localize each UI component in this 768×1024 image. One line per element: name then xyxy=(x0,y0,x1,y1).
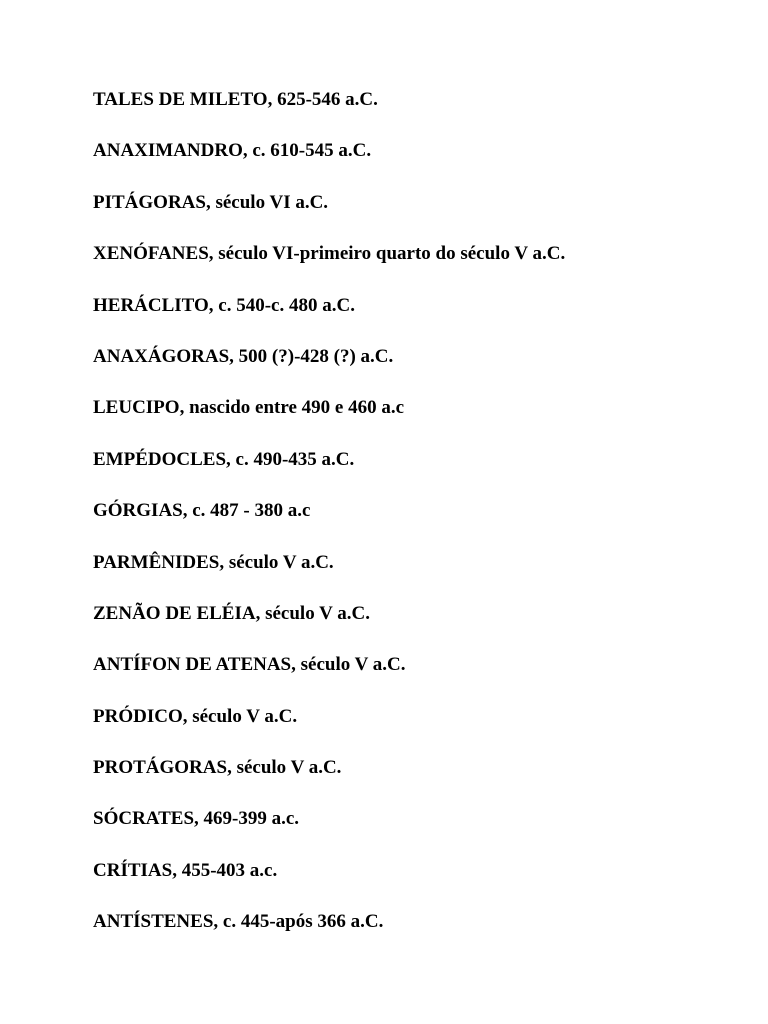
list-item-antifon: ANTÍFON DE ATENAS, século V a.C. xyxy=(93,654,406,676)
list-item-heraclito: HERÁCLITO, c. 540-c. 480 a.C. xyxy=(93,294,355,316)
list-item-protagoras: PROTÁGORAS, século V a.C. xyxy=(93,757,342,779)
list-item-anaximandro: ANAXIMANDRO, c. 610-545 a.C. xyxy=(93,140,372,162)
list-item-gorgias: GÓRGIAS, c. 487 - 380 a.c xyxy=(93,500,311,522)
list-item-antistenes: ANTÍSTENES, c. 445-após 366 a.C. xyxy=(93,911,384,933)
list-item-prodico: PRÓDICO, século V a.C. xyxy=(93,705,298,727)
list-item-socrates: SÓCRATES, 469-399 a.c. xyxy=(93,808,300,830)
list-item-parmenides: PARMÊNIDES, século V a.C. xyxy=(93,551,334,573)
list-item-xenofanes: XENÓFANES, século VI-primeiro quarto do século V a.C. xyxy=(93,243,566,265)
list-item-critias: CRÍTIAS, 455-403 a.c. xyxy=(93,859,278,881)
list-item-anaxagoras: ANAXÁGORAS, 500 (?)-428 (?) a.C. xyxy=(93,345,394,367)
list-item-zenao: ZENÃO DE ELÉIA, século V a.C. xyxy=(93,602,370,624)
list-item-empedocles: EMPÉDOCLES, c. 490-435 a.C. xyxy=(93,448,355,470)
list-item-tales: TALES DE MILETO, 625-546 a.C. xyxy=(93,89,378,110)
list-item-leucipo: LEUCIPO, nascido entre 490 e 460 a.c xyxy=(93,397,405,419)
philosopher-list xyxy=(93,88,733,962)
list-item-pitagoras: PITÁGORAS, século VI a.C. xyxy=(93,191,329,213)
